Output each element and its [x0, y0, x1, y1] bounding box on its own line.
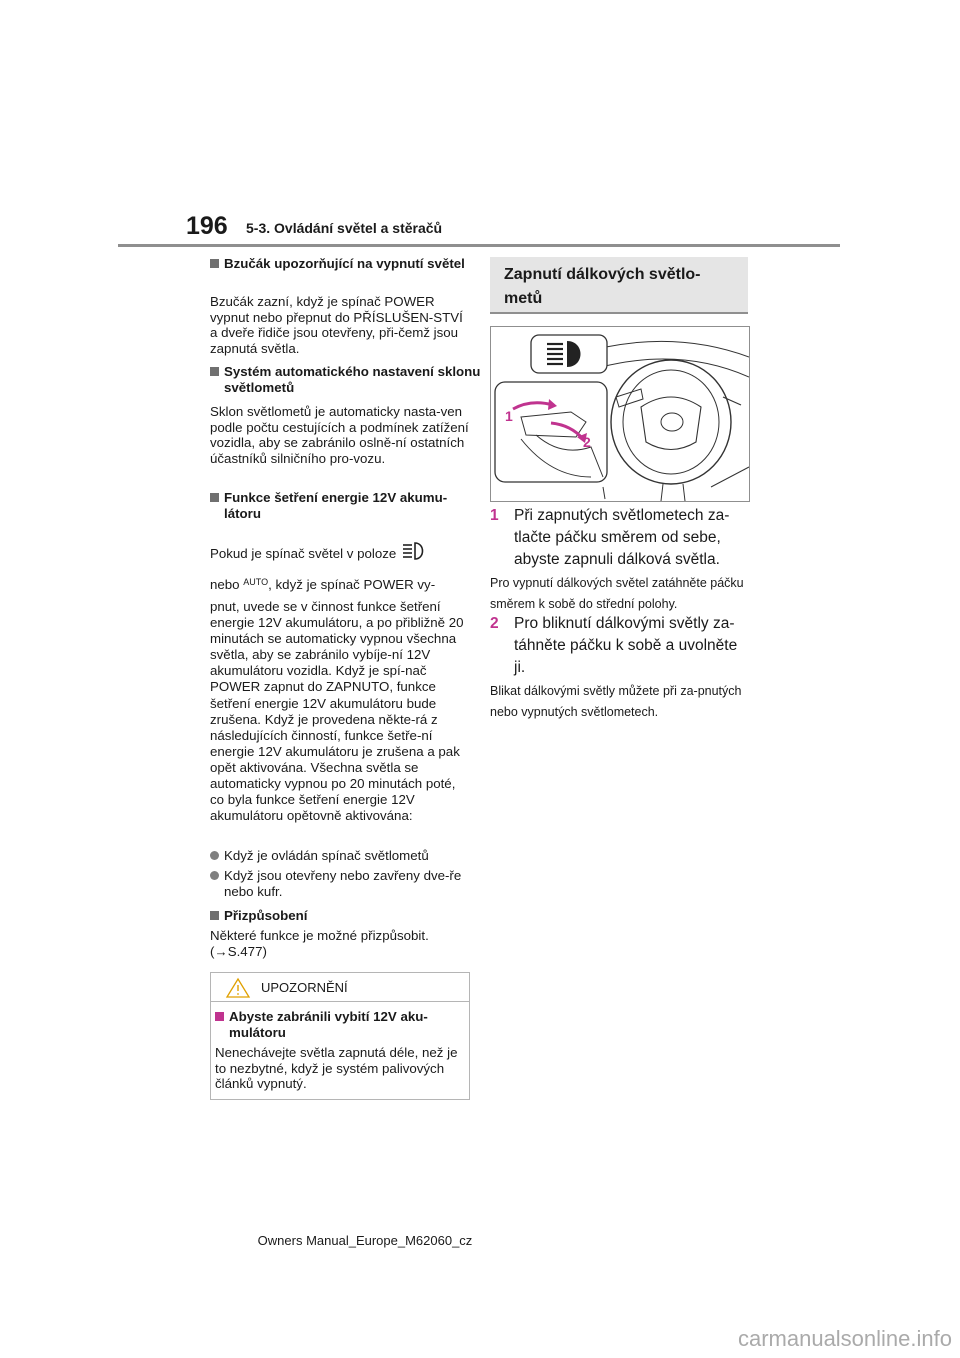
warning-box: [210, 972, 470, 1100]
list-item: Když je ovládán spínač světlometů: [210, 848, 484, 864]
header-rule: [118, 244, 840, 247]
section-title: 5-3. Ovládání světel a stěračů: [246, 220, 443, 236]
warning-header: [211, 973, 469, 1002]
battery-saver-line2: nebo $^{AUTO}$, když je spínač POWER vy-: [210, 577, 436, 592]
watermark: carmanualsonline.info: [737, 1326, 952, 1351]
headlight-icon: [400, 540, 428, 562]
section-heading-buzzer: Bzučák upozorňující na vypnutí světel: [210, 256, 484, 272]
step-number: 2: [490, 615, 499, 632]
step-1-note: Pro vypnutí dálkových světel zatáhněte páčku směrem k sobě do střední polohy.: [490, 576, 744, 611]
dot-bullet-icon: [210, 871, 219, 880]
square-bullet-icon: [210, 367, 219, 376]
step-2: 2 Pro bliknutí dálkovými světly za-táhněte páčku k sobě a uvolněte ji.: [490, 615, 738, 676]
auto-icon: AUTO: [243, 577, 269, 587]
footer: [0, 1233, 960, 1248]
section-heading-customization: Přizpůsobení: [210, 908, 484, 924]
square-bullet-icon: [210, 493, 219, 502]
square-bullet-icon: [210, 259, 219, 268]
paragraph-battery-saver: pnut, uvede se v činnost funkce šetření energie 12V akumulátoru, a po přibližně 20 minutách se automaticky vypnou všechna světla, aby se zabránilo vybíje-ní 12V akumulátoru vozidla. Když je spí-nač POWER zapnut do ZAPNUTO, funkce šetření energie 12V akumulátoru bude zrušena. Když je provedena někte-rá z následujících činností, funkce šetře-ní energie 12V akumulátoru je zrušena a pak opět aktivována. Všechna světla se automaticky vypnou po 20 minutách poté, co byla funkce šetření energie 12V akumulátoru opětovně aktivována:: [210, 599, 464, 824]
step-number: 1: [490, 507, 499, 524]
paragraph-buzzer: Bzučák zazní, když je spínač POWER vypnut nebo přepnut do PŘÍSLUŠEN-STVÍ a dveře řidiče jsou otevřeny, při-čemž jsou zapnutá světla.: [210, 294, 463, 356]
square-bullet-icon: [215, 1012, 224, 1021]
battery-saver-line1: Pokud je spínač světel v poloze: [210, 540, 470, 562]
dot-bullet-icon: [210, 851, 219, 860]
section-heading-leveling: Systém automatického nastavení sklonu světlometů: [210, 364, 484, 395]
section-banner: [490, 257, 748, 314]
warning-triangle-icon: [225, 977, 251, 999]
paragraph-customization: Některé funkce je možné přizpůsobit. (→S.477): [210, 928, 429, 959]
footer-text: Owners Manual_Europe_M62060_cz: [257, 1233, 473, 1248]
callout-label-1: 1: [505, 408, 513, 424]
list-item: Když jsou otevřeny nebo zavřeny dve-ře nebo kufr.: [210, 868, 484, 899]
steering-wheel-lever-illustration: [491, 327, 749, 501]
section-banner-title: Zapnutí dálkových světlo-metů: [504, 266, 701, 307]
callout-label-2: 2: [583, 434, 591, 450]
page-number: 196: [186, 212, 228, 240]
square-bullet-icon: [210, 911, 219, 920]
step-2-note: Blikat dálkovými světly můžete při za-pnutých nebo vypnutých světlometech.: [490, 684, 742, 719]
section-heading-battery-saver: Funkce šetření energie 12V akumu-látoru: [210, 490, 484, 521]
warning-body: Nenechávejte světla zapnutá déle, než je to nezbytné, když je systém palivových článků vypnutý.: [215, 1045, 458, 1092]
warning-subtitle: Abyste zabránili vybití 12V aku-mulátoru: [215, 1009, 475, 1040]
illustration-headlight-lever: [490, 326, 750, 502]
step-1: 1 Při zapnutých světlometech za-tlačte páčku směrem od sebe, abyste zapnuli dálková světla.: [490, 507, 730, 568]
warning-title: UPOZORNĚNÍ: [261, 980, 348, 995]
paragraph-leveling: Sklon světlometů je automaticky nasta-ven podle počtu cestujících a podmínek zatížení vozidla, aby se zabránilo oslně-ní ostatních účastníků silničního pro-vozu.: [210, 404, 469, 466]
